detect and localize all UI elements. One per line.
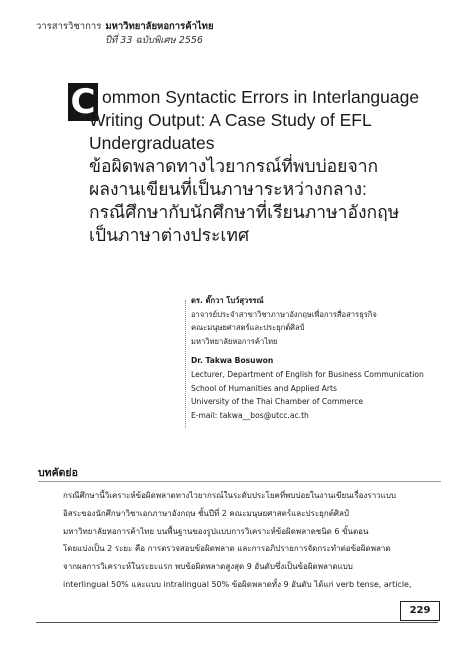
abstract-line: interlingual 50% และแบบ intralingual 50% ข้อผิดพลาดทั้ง 9 อันดับ ได้แก่ verb tense, article, bbox=[63, 579, 412, 589]
journal-name: มหาวิทยาลัยหอการค้าไทย bbox=[105, 21, 214, 32]
journal-header bbox=[36, 20, 214, 48]
abstract-line: กรณีศึกษานี้วิเคราะห์ข้อผิดพลาดทางไวยากรณ์ในระดับประโยคที่พบบ่อยในงานเขียนเรื่องราวแบบ bbox=[63, 491, 396, 500]
abstract-heading: บทคัดย่อ bbox=[38, 467, 78, 479]
author-english-name: Dr. Takwa Bosuwon bbox=[191, 356, 274, 366]
title-th-line-2: ผลงานเขียนที่เป็นภาษาระหว่างกลาง: bbox=[89, 179, 367, 199]
journal-label: วารสารวิชาการ bbox=[36, 21, 102, 32]
title-th-line-4: เป็นภาษาต่างประเทศ bbox=[89, 225, 250, 245]
abstract-line: โดยแบ่งเป็น 2 ระยะ คือ การตรวจสอบข้อผิดพลาด และการอภิปรายการจัดกระทำต่อข้อผิดพลาด bbox=[63, 544, 391, 554]
title-en-line-1: ommon Syntactic Errors in Interlanguage bbox=[102, 87, 420, 107]
abstract-line: มหาวิทยาลัยหอการค้าไทย บนพื้นฐานของรูปแบบการวิเคราะห์ข้อผิดพลาดชนิด 6 ขั้นตอน bbox=[63, 526, 369, 536]
abstract-line: จากผลการวิเคราะห์ในระยะแรก พบข้อผิดพลาดสูงสุด 9 อันดับซึ่งเป็นข้อผิดพลาดแบบ bbox=[63, 562, 353, 572]
journal-issue: ปีที่ 33 ฉบับพิเศษ 2556 bbox=[105, 35, 203, 46]
abstract-divider bbox=[38, 481, 441, 482]
author-english bbox=[183, 354, 424, 422]
abstract-body bbox=[63, 487, 441, 594]
author-block bbox=[183, 294, 424, 422]
title-dropcap: C bbox=[68, 83, 98, 121]
title-th-line-3: กรณีศึกษากับนักศึกษาที่เรียนภาษาอังกฤษ bbox=[89, 202, 400, 222]
author-english-affiliation-1: Lecturer, Department of English for Business Communication bbox=[191, 369, 424, 379]
author-thai-affiliation-2: คณะมนุษยศาสตร์และประยุกต์ศิลป์ bbox=[191, 323, 305, 333]
author-thai bbox=[183, 294, 424, 348]
title-en-line-3: Undergraduates bbox=[89, 133, 215, 153]
author-thai-affiliation-1: อาจารย์ประจำสาขาวิชาภาษาอังกฤษเพื่อการสื่อสารธุรกิจ bbox=[191, 309, 377, 319]
title-th-line-1: ข้อผิดพลาดทางไวยากรณ์ที่พบบ่อยจาก bbox=[89, 156, 379, 176]
footer-rule bbox=[36, 622, 438, 623]
author-english-affiliation-3: University of the Thai Chamber of Commerce bbox=[191, 397, 364, 407]
author-thai-affiliation-3: มหาวิทยาลัยหอการค้าไทย bbox=[191, 336, 278, 346]
article-title bbox=[89, 86, 422, 247]
page-number: 229 bbox=[400, 601, 440, 621]
author-email[interactable]: E-mail: takwa__bos@utcc.ac.th bbox=[191, 410, 309, 420]
title-en-line-2: Writing Output: A Case Study of EFL bbox=[89, 110, 372, 130]
author-english-affiliation-2: School of Humanities and Applied Arts bbox=[191, 383, 337, 393]
author-thai-name: ดร. ตั๊กวา โบว์สุวรรณ์ bbox=[191, 296, 264, 305]
abstract-line: อิสระของนักศึกษาวิชาเอกภาษาอังกฤษ ชั้นปีที่ 2 คณะมนุษยศาสตร์และประยุกต์ศิลป์ bbox=[63, 508, 349, 518]
